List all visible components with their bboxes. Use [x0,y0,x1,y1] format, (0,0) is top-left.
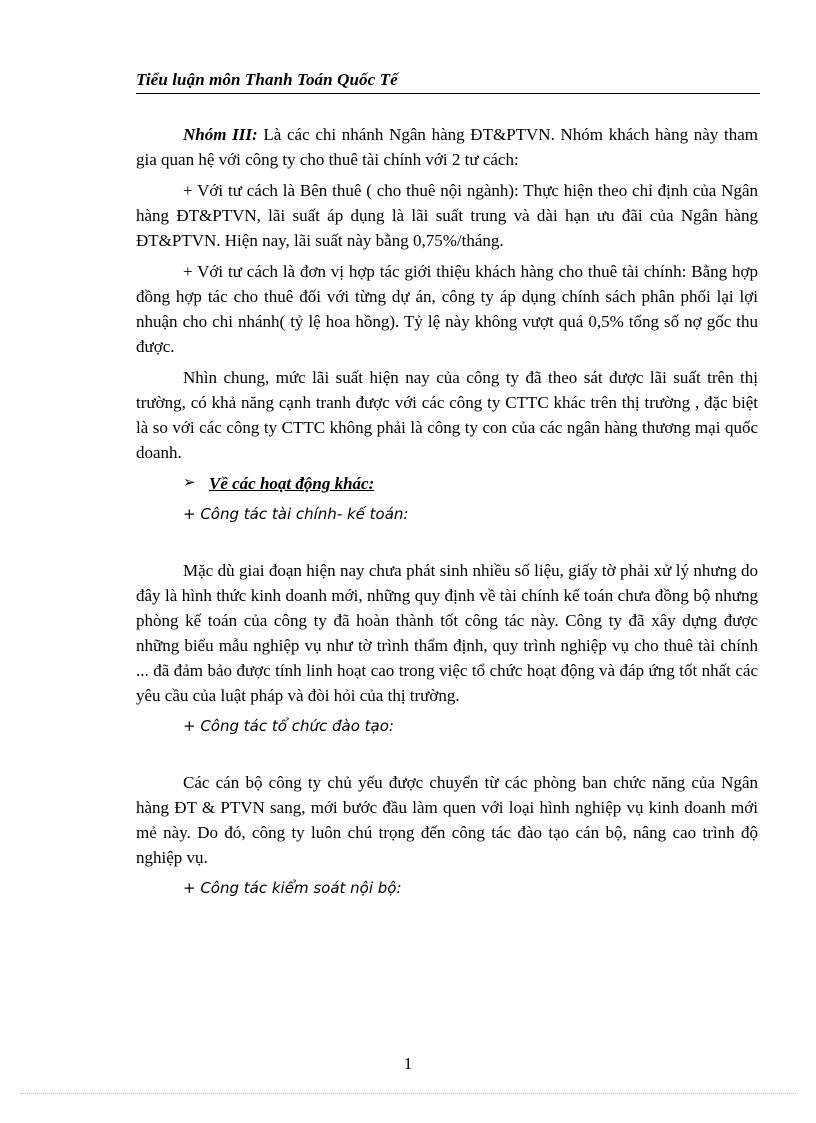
paragraph-lessee: + Với tư cách là Bên thuê ( cho thuê nội ngành): Thực hiện theo chỉ định của Ngân hàng ĐT&PTVN, lãi suất áp dụng là lãi suất trung và dài hạn ưu đãi của Ngân hàng ĐT&PTVN. Hiện nay, lãi suất này bằng 0,75%/tháng. [136,181,758,250]
paragraph-training: Các cán bộ công ty chủ yếu được chuyển từ các phòng ban chức năng của Ngân hàng ĐT & PTVN sang, mới bước đầu làm quen với loại hình nghiệp vụ kinh doanh mới mẻ này. Do đó, công ty luôn chú trọng đến công tác đào tạo cán bộ, nâng cao trình độ nghiệp vụ. [136,773,758,867]
paragraph-group-iii [136,122,758,172]
header-title: Tiểu luận môn Thanh Toán Quốc Tế [136,70,398,89]
paragraph-text: Là các chi nhánh Ngân hàng ĐT&PTVN. Nhóm khách hàng này tham gia quan hệ với công ty cho thuê tài chính với 2 tư cách: [136,125,758,169]
page-number: 1 [403,1054,413,1073]
paragraph-lead: Nhóm III: [183,125,258,144]
section-heading-text: Về các hoạt động khác: [209,474,375,493]
paragraph-summary: Nhìn chung, mức lãi suất hiện nay của công ty đã theo sát được lãi suất trên thị trường, có khả năng cạnh tranh được với các công ty CTTC khác trên thị trường , đặc biệt là so với các công ty CTTC không phải là công ty con của các ngân hàng thương mại quốc doanh. [136,368,758,462]
subsection-label-training: + Công tác tổ chức đào tạo: [183,717,394,735]
page-bottom-divider [20,1093,796,1094]
subsection-label-finance: + Công tác tài chính- kế toán: [183,505,409,523]
page-header [136,70,760,94]
arrow-bullet-icon: ➢ [183,475,196,491]
paragraph-partner: + Với tư cách là đơn vị hợp tác giới thiệu khách hàng cho thuê tài chính: Bằng hợp đồng hợp tác cho thuê đối với từng dự án, công ty áp dụng chính sách phân phối lại lợi nhuận cho chi nhánh( tỷ lệ hoa hồng). Tỷ lệ này không vượt quá 0,5% tổng số nợ gốc thu được. [136,262,758,356]
subsection-label-control: + Công tác kiểm soát nội bộ: [183,879,402,897]
document-body [136,122,758,901]
paragraph-finance: Mặc dù giai đoạn hiện nay chưa phát sinh nhiều số liệu, giấy tờ phải xử lý nhưng do đây là hình thức kinh doanh mới, những quy định về tài chính kế toán chưa đồng bộ nhưng phòng kế toán của công ty đã hoàn thành tốt công tác này. Công ty đã xây dựng được những biểu mẫu nghiệp vụ như tờ trình thẩm định, quy trình nghiệp vụ cho thuê tài chính ... đã đảm bảo được tính linh hoạt cao trong việc tổ chức hoạt động và đáp ứng tốt nhất các yêu cầu của luật pháp và đòi hỏi của thị trường. [136,561,758,705]
section-heading [136,471,758,496]
